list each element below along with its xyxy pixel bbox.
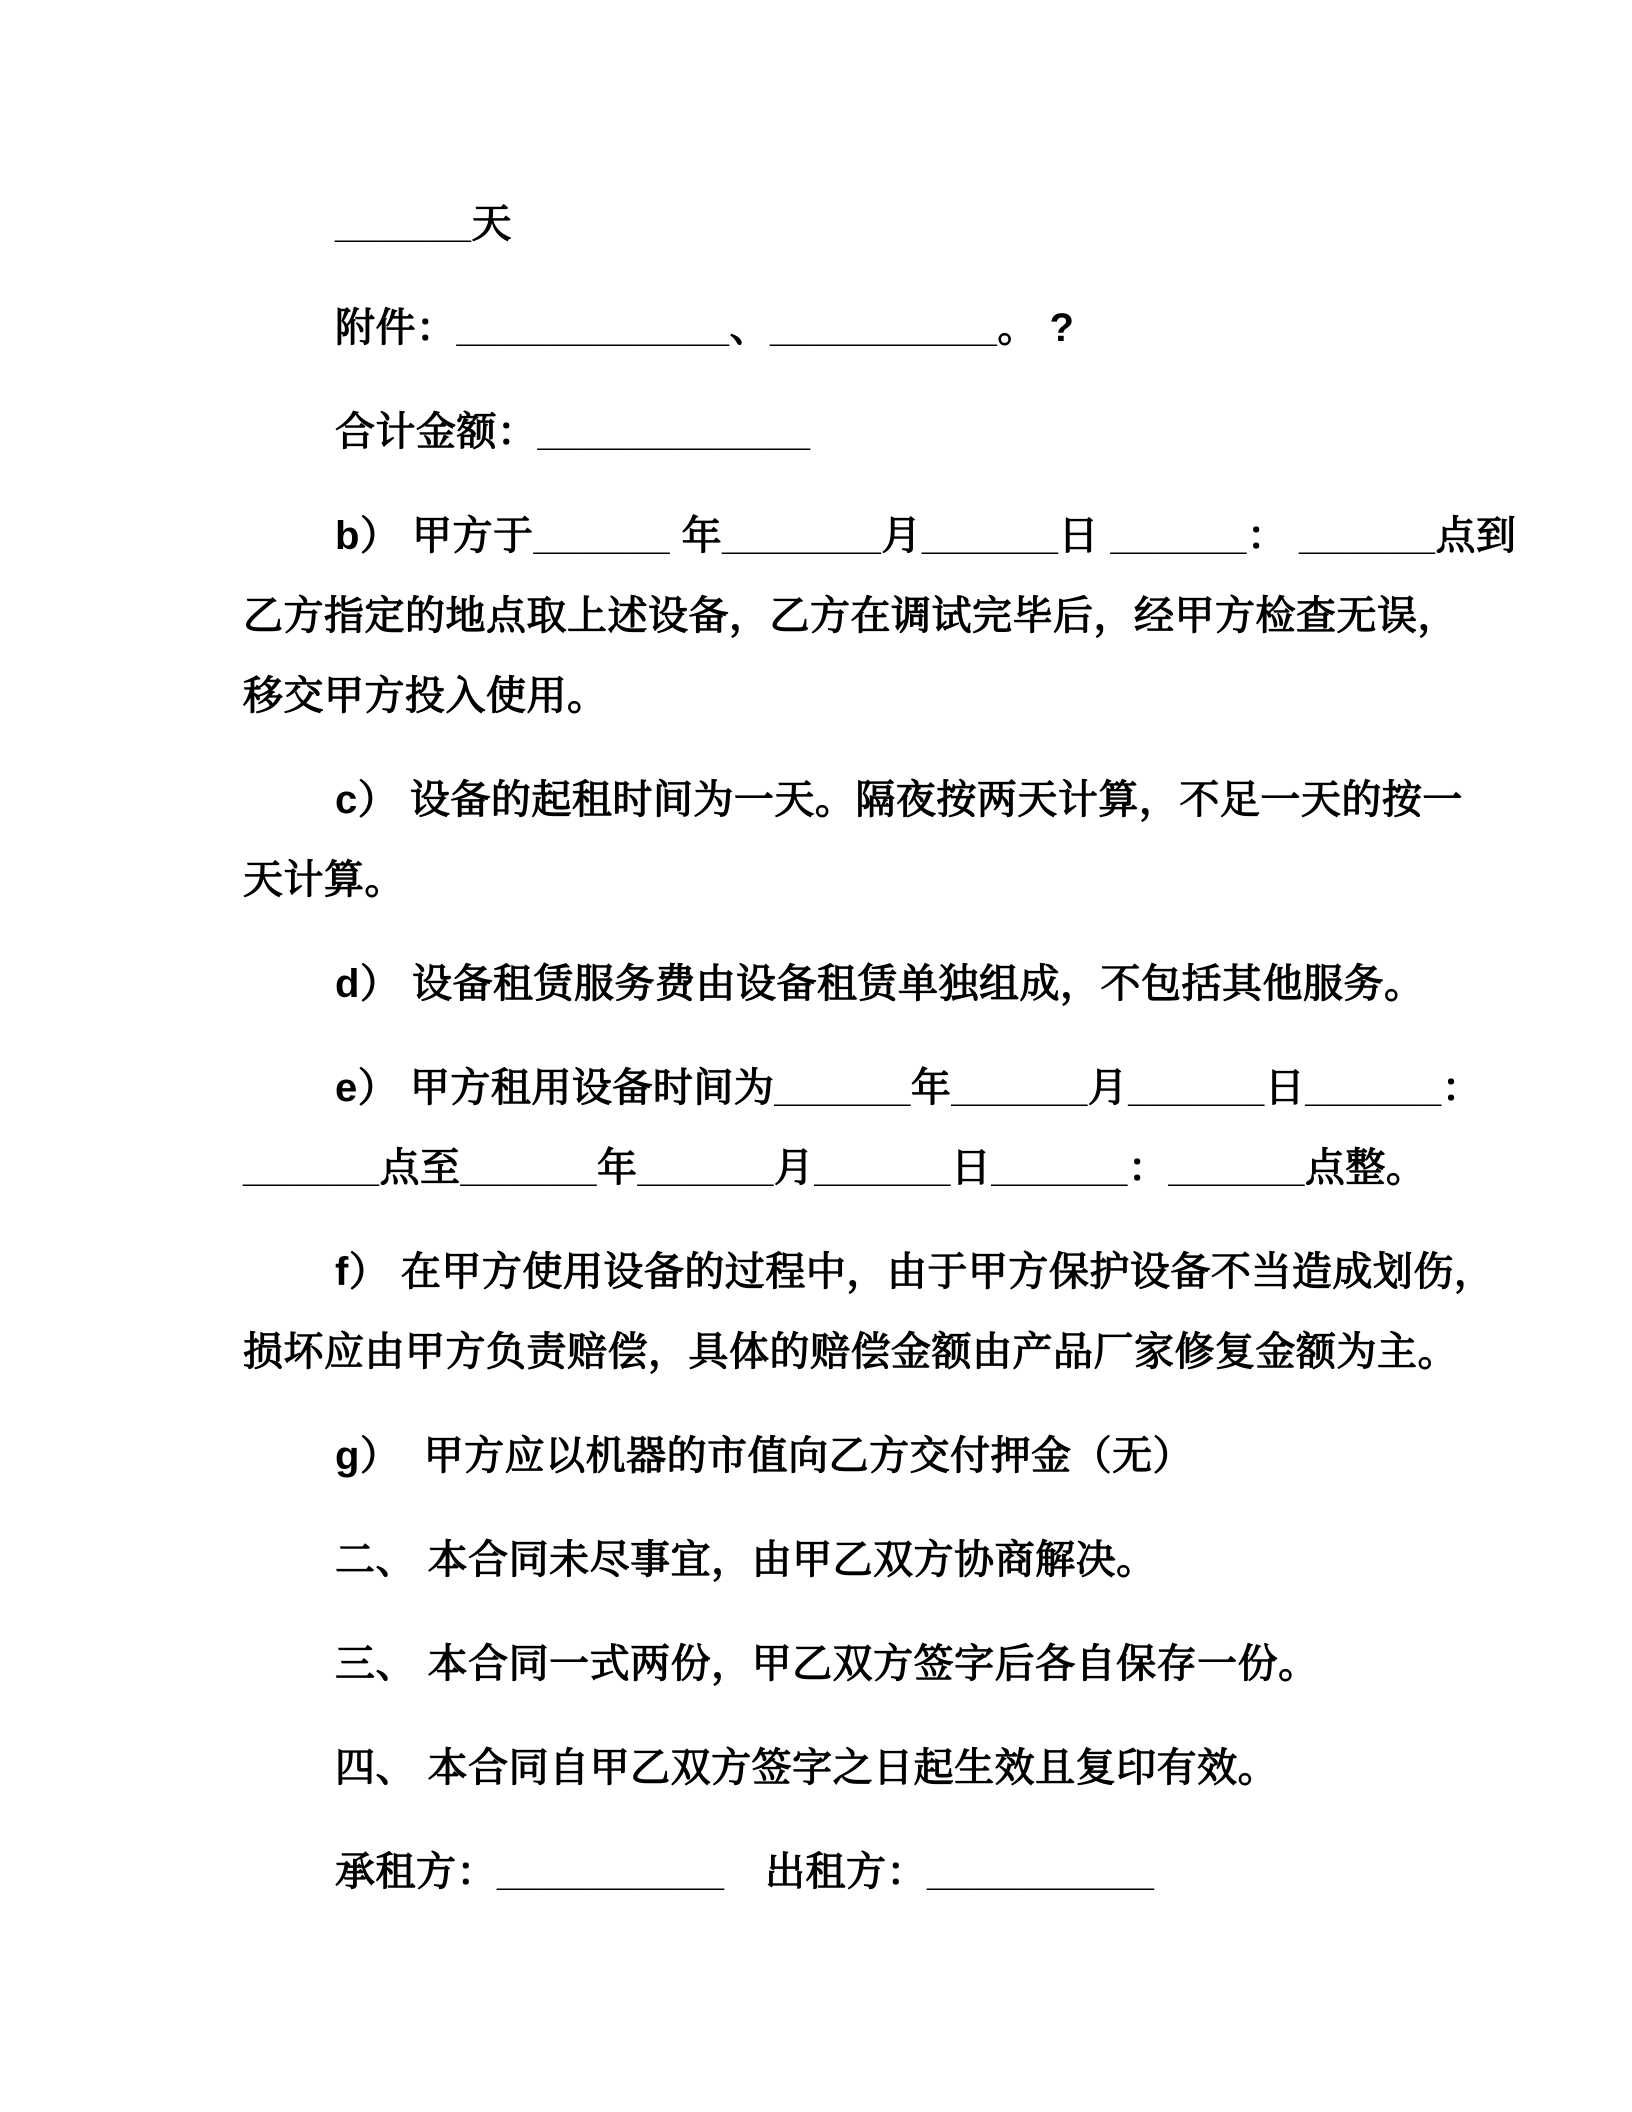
line-item-two: 二、 本合同未尽事宜，由甲乙双方协商解决。 bbox=[335, 1538, 1157, 1582]
line-clause-f-cont: 损坏应由甲方负责赔偿，具体的赔偿金额由产品厂家修复金额为主。 bbox=[243, 1330, 1458, 1374]
line-clause-b-cont-1: 乙方指定的地点取上述设备，乙方在调试完毕后，经甲方检查无误， bbox=[243, 594, 1458, 638]
line-clause-b-cont-2: 移交甲方投入使用。 bbox=[243, 674, 608, 718]
line-item-four: 四、 本合同自甲乙双方签字之日起生效且复印有效。 bbox=[335, 1746, 1279, 1790]
line-clause-b: b） 甲方于______ 年_______月______日 ______： ______点到 bbox=[335, 514, 1517, 558]
line-clause-c: c） 设备的起租时间为一天。隔夜按两天计算，不足一天的按一 bbox=[335, 778, 1463, 822]
line-signatures: 承租方：__________ 出租方：__________ bbox=[335, 1850, 1155, 1894]
line-clause-g: g） 甲方应以机器的市值向乙方交付押金（无） bbox=[335, 1434, 1194, 1478]
line-item-three: 三、 本合同一式两份，甲乙双方签字后各自保存一份。 bbox=[335, 1642, 1319, 1686]
line-clause-f: f） 在甲方使用设备的过程中，由于甲方保护设备不当造成划伤， bbox=[335, 1250, 1495, 1294]
document-page bbox=[243, 184, 1517, 1912]
line-blank-days: ______天 bbox=[335, 202, 512, 246]
line-clause-d: d） 设备租赁服务费由设备租赁单独组成，不包括其他服务。 bbox=[335, 962, 1425, 1006]
line-total-amount: 合计金额：____________ bbox=[335, 410, 811, 454]
line-clause-e-cont: ______点至______年______月______日______：______点整。 bbox=[243, 1146, 1427, 1190]
line-attachments: 附件：____________、__________。 ? bbox=[335, 306, 1075, 350]
line-clause-c-cont: 天计算。 bbox=[243, 858, 405, 902]
line-clause-e: e） 甲方租用设备时间为______年______月______日______： bbox=[335, 1066, 1483, 1110]
